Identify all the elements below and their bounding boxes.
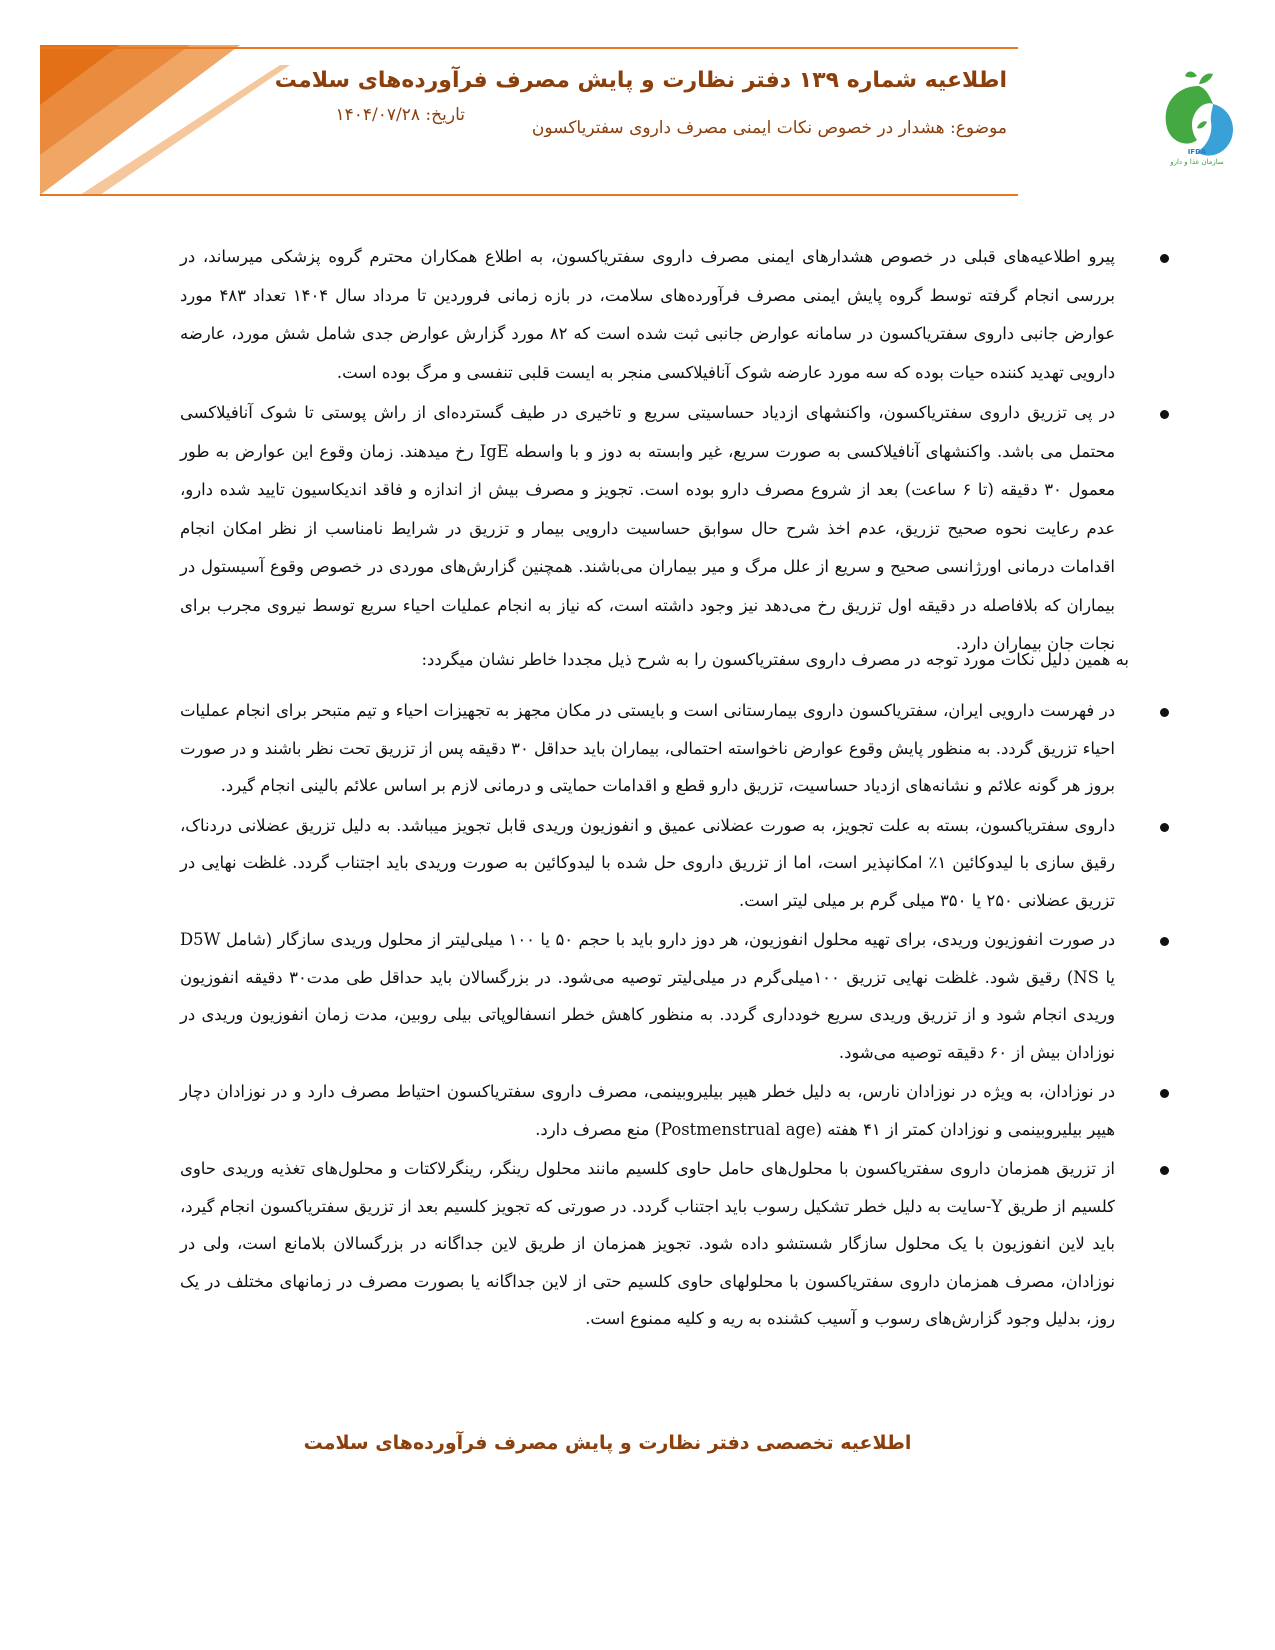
bullet-icon	[1160, 410, 1169, 419]
list-item-text: داروی سفتریاکسون، بسته به علت تجویز، به صورت عضلانی عمیق و انفوزیون وریدی قابل تجویز میباشد. به دلیل تزریق عضلانی دردناک، رقیق سازی با لیدوکائین ۱٪ امکانپذیر است، اما از تزریق داروی حل شده با لیدوکائین به صورت وریدی باید اجتناب گردد. غلظت نهایی در تزریق عضلانی ۲۵۰ یا ۳۵۰ میلی گرم بر میلی لیتر است.	[180, 815, 1115, 910]
page-title: اطلاعیه شماره ۱۳۹ دفتر نظارت و پایش مصرف فرآورده‌های سلامت	[274, 68, 1007, 93]
bullet-icon	[1160, 254, 1169, 263]
list-item-text: در صورت انفوزیون وریدی، برای تهیه محلول انفوزیون، هر دوز دارو باید با حجم ۵۰ یا ۱۰۰ میلی‌لیتر از محلول وریدی سازگار (شامل D5W یا NS) رقیق شود. غلظت نهایی تزریق ۱۰۰میلی‌گرم در میلی‌لیتر توصیه می‌شود. در بزرگسالان باید حداقل طی مدت۳۰ دقیقه انفوزیون وریدی انجام شود و از تزریق وریدی سریع خودداری گردد. به منظور کاهش خطر انسفالوپاتی بیلی روبین، مدت زمان انفوزیون وریدی در نوزادان بیش از ۶۰ دقیقه توصیه می‌شود.	[180, 930, 1115, 1062]
bullet-icon	[1160, 937, 1169, 946]
list-item	[180, 1073, 1115, 1148]
intro-paragraph: به همین دلیل نکات مورد توجه در مصرف داروی سفتریاکسون را به شرح ذیل مجددا خاطر نشان میگردد:	[421, 650, 1129, 669]
logo-abbreviation: IFDA	[1187, 148, 1207, 156]
date-label: تاریخ: ۱۴۰۴/۰۷/۲۸	[335, 105, 465, 125]
list-item	[180, 921, 1115, 1071]
bullet-icon	[1160, 1166, 1169, 1175]
list-item-text: در فهرست دارویی ایران، سفتریاکسون داروی بیمارستانی است و بایستی در مکان مجهز به تجهیزات احیاء و تیم متبحر برای انجام عملیات احیاء تزریق گردد. به منظور پایش وقوع عوارض ناخواسته احتمالی، بیماران باید حداقل ۳۰ دقیقه پس از تزریق تحت نظر باشند و در صورت بروز هر گونه علائم و نشانه‌های ازدیاد حساسیت، تزریق دارو قطع و اقدامات حمایتی و درمانی لازم بر اساس علائم بالینی انجام گیرد.	[180, 701, 1115, 795]
section-1	[180, 238, 1115, 664]
subject-line: موضوع: هشدار در خصوص نکات ایمنی مصرف داروی سفتریاکسون	[531, 118, 1007, 138]
list-item	[180, 394, 1115, 664]
ifda-logo-icon	[1153, 68, 1245, 188]
bullet-icon	[1160, 823, 1169, 832]
logo-caption: سازمان غذا و دارو	[1170, 158, 1224, 166]
list-item-text: در نوزادان، به ویژه در نوزادان نارس، به دلیل خطر هیپر بیلیروبینمی، مصرف داروی سفتریاکسون احتیاط مصرف دارد و در نوزادان دچار هیپر بیلیروبینمی و نوزادان کمتر از ۴۱ هفته (Postmenstrual age) منع مصرف دارد.	[180, 1082, 1115, 1139]
list-item-text: در پی تزریق داروی سفتریاکسون، واکنشهای ازدیاد حساسیتی سریع و تاخیری در طیف گسترده‌ای از راش پوستی تا شوک آنافیلاکسی محتمل می باشد. واکنشهای آنافیلاکسی به صورت سریع، غیر وابسته به دوز و با واسطه IgE رخ میدهند. زمان وقوع این عوارض به طور معمول ۳۰ دقیقه (تا ۶ ساعت) بعد از شروع مصرف دارو بوده است. تجویز و مصرف بیش از اندازه و فاقد اندیکاسیون تایید شده دارو، عدم رعایت نحوه صحیح تزریق، عدم اخذ شرح حال سوابق حساسیت دارویی بیمار و تزریق در شرایط نامناسب از نظر امکان انجام اقدامات درمانی اورژانسی صحیح و سریع از علل مرگ و میر بیماران می‌باشند. همچنین گزارش‌های موردی در خصوص وقوع آسیستول در بیماران که بلافاصله در دقیقه اول تزریق رخ می‌دهد نیز وجود داشته است، که نیاز به انجام عملیات احیاء سریع توسط نیروی مجرب برای نجات جان بیماران دارد.	[180, 403, 1115, 653]
footer-title: اطلاعیه تخصصی دفتر نظارت و پایش مصرف فرآورده‌های سلامت	[303, 1432, 912, 1454]
section-2	[180, 692, 1115, 1338]
bullet-list-2	[180, 692, 1115, 1338]
bullet-list-1	[180, 238, 1115, 664]
list-item	[180, 807, 1115, 920]
list-item	[180, 238, 1115, 392]
list-item	[180, 692, 1115, 805]
bullet-icon	[1160, 1089, 1169, 1098]
list-item	[180, 1150, 1115, 1338]
list-item-text: از تزریق همزمان داروی سفتریاکسون با محلول‌های حامل حاوی کلسیم مانند محلول رینگر، رینگرلاکتات و محلول‌های تغذیه وریدی حاوی کلسیم از طریق Y-سایت به دلیل خطر تشکیل رسوب باید اجتناب گردد. در صورتی که تجویز کلسیم بعد از تزریق سفتریاکسون انجام گیرد، باید لاین انفوزیون با یک محلول سازگار شستشو داده شود. تجویز همزمان از طریق لاین جداگانه در بزرگسالان بلامانع است، ولی در نوزادان، مصرف همزمان داروی سفتریاکسون با محلولهای حاوی کلسیم حتی از لاین جداگانه یا بصورت مصرف در زمانهای مختلف در یک روز، بدلیل وجود گزارش‌های رسوب و آسیب کشنده به ریه و کلیه ممنوع است.	[180, 1159, 1115, 1328]
list-item-text: پیرو اطلاعیه‌های قبلی در خصوص هشدارهای ایمنی مصرف داروی سفتریاکسون، به اطلاع همکاران محترم گروه پزشکی میرساند، در بررسی انجام گرفته توسط گروه پایش ایمنی مصرف فرآورده‌های سلامت، در بازه زمانی فروردین تا مرداد سال ۱۴۰۴ تعداد ۴۸۳ مورد عوارض جانبی داروی سفتریاکسون در سامانه عوارض جانبی ثبت شده است که ۸۲ مورد گزارش عوارض جدی شامل شش مورد، عارضه دارویی تهدید کننده حیات بوده که سه مورد عارضه شوک آنافیلاکسی منجر به ایست قلبی تنفسی و مرگ بوده است.	[180, 247, 1115, 382]
bullet-icon	[1160, 708, 1169, 717]
